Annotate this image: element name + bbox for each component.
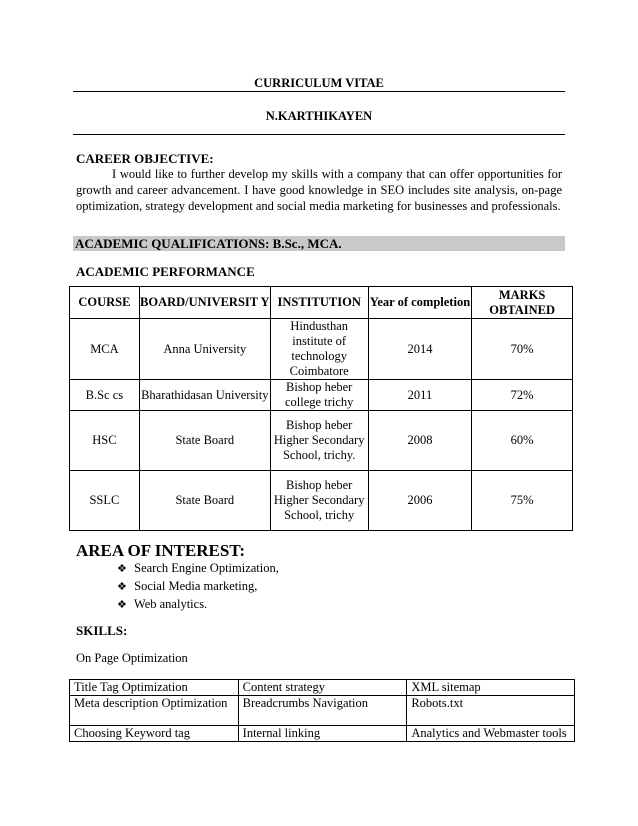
year-cell: 2006	[368, 471, 472, 531]
institution-cell: Bishop heber college trichy	[270, 380, 368, 411]
document-title: CURRICULUM VITAE	[254, 76, 384, 90]
skill-cell: Breadcrumbs Navigation	[238, 696, 407, 726]
year-cell: 2011	[368, 380, 472, 411]
course-cell: B.Sc cs	[70, 380, 140, 411]
academic-performance-heading: ACADEMIC PERFORMANCE	[76, 264, 255, 279]
title-divider	[73, 91, 565, 92]
column-header-institution: INSTITUTION	[270, 287, 368, 319]
column-header-board: BOARD/UNIVERSIT Y	[139, 287, 270, 319]
course-cell: MCA	[70, 319, 140, 380]
skills-heading: SKILLS:	[76, 623, 128, 638]
career-objective-text: I would like to further develop my skills with a company that can offer opportunities for growth and career advancement. I have good knowledge in SEO includes site analysis, on-page optimization, strategy development and social media marketing for businesses and professionals.	[76, 167, 562, 213]
academic-performance-table	[69, 286, 573, 531]
skill-cell: Title Tag Optimization	[70, 680, 239, 696]
skill-cell: XML sitemap	[407, 680, 575, 696]
name-divider	[73, 134, 565, 135]
institution-cell: Bishop heber Higher Secondary School, trichy.	[270, 411, 368, 471]
column-header-course: COURSE	[70, 287, 140, 319]
institution-cell: Bishop heber Higher Secondary School, trichy	[270, 471, 368, 531]
diamond-bullet-icon: ❖	[117, 599, 127, 611]
column-header-year: Year of completion	[368, 287, 472, 319]
career-objective-heading: CAREER OBJECTIVE:	[76, 151, 214, 166]
course-cell: SSLC	[70, 471, 140, 531]
area-of-interest-heading: AREA OF INTEREST:	[76, 541, 246, 560]
marks-cell: 72%	[472, 380, 573, 411]
skills-subheading: On Page Optimization	[76, 651, 188, 665]
table-row	[70, 380, 573, 411]
board-cell: Anna University	[139, 319, 270, 380]
table-row	[70, 411, 573, 471]
list-item	[117, 579, 257, 594]
year-cell: 2008	[368, 411, 472, 471]
table-row	[70, 471, 573, 531]
interest-item-label: Social Media marketing,	[134, 579, 258, 593]
list-item	[117, 597, 207, 612]
skill-cell: Analytics and Webmaster tools	[407, 726, 575, 742]
table-header-row	[70, 287, 573, 319]
list-item	[117, 561, 279, 576]
table-row	[70, 319, 573, 380]
diamond-bullet-icon: ❖	[117, 563, 127, 575]
marks-cell: 60%	[472, 411, 573, 471]
board-cell: Bharathidasan University	[139, 380, 270, 411]
interest-item-label: Search Engine Optimization,	[134, 561, 279, 575]
candidate-name: N.KARTHIKAYEN	[265, 109, 373, 123]
table-row	[70, 726, 575, 742]
marks-cell: 75%	[472, 471, 573, 531]
column-header-marks: MARKS OBTAINED	[472, 287, 573, 319]
year-cell: 2014	[368, 319, 472, 380]
board-cell: State Board	[139, 471, 270, 531]
interest-item-label: Web analytics.	[133, 597, 208, 611]
table-row	[70, 680, 575, 696]
skill-cell: Robots.txt	[407, 696, 575, 726]
board-cell: State Board	[139, 411, 270, 471]
skill-cell: Content strategy	[238, 680, 407, 696]
academic-qualifications-bar: ACADEMIC QUALIFICATIONS: B.Sc., MCA.	[73, 236, 565, 251]
skill-cell: Meta description Optimization	[70, 696, 239, 726]
skill-cell: Choosing Keyword tag	[70, 726, 239, 742]
table-row	[70, 696, 575, 726]
skill-cell: Internal linking	[238, 726, 407, 742]
marks-cell: 70%	[472, 319, 573, 380]
course-cell: HSC	[70, 411, 140, 471]
skills-table	[69, 679, 575, 742]
institution-cell: Hindusthan institute of technology Coimbatore	[270, 319, 368, 380]
diamond-bullet-icon: ❖	[117, 581, 127, 593]
